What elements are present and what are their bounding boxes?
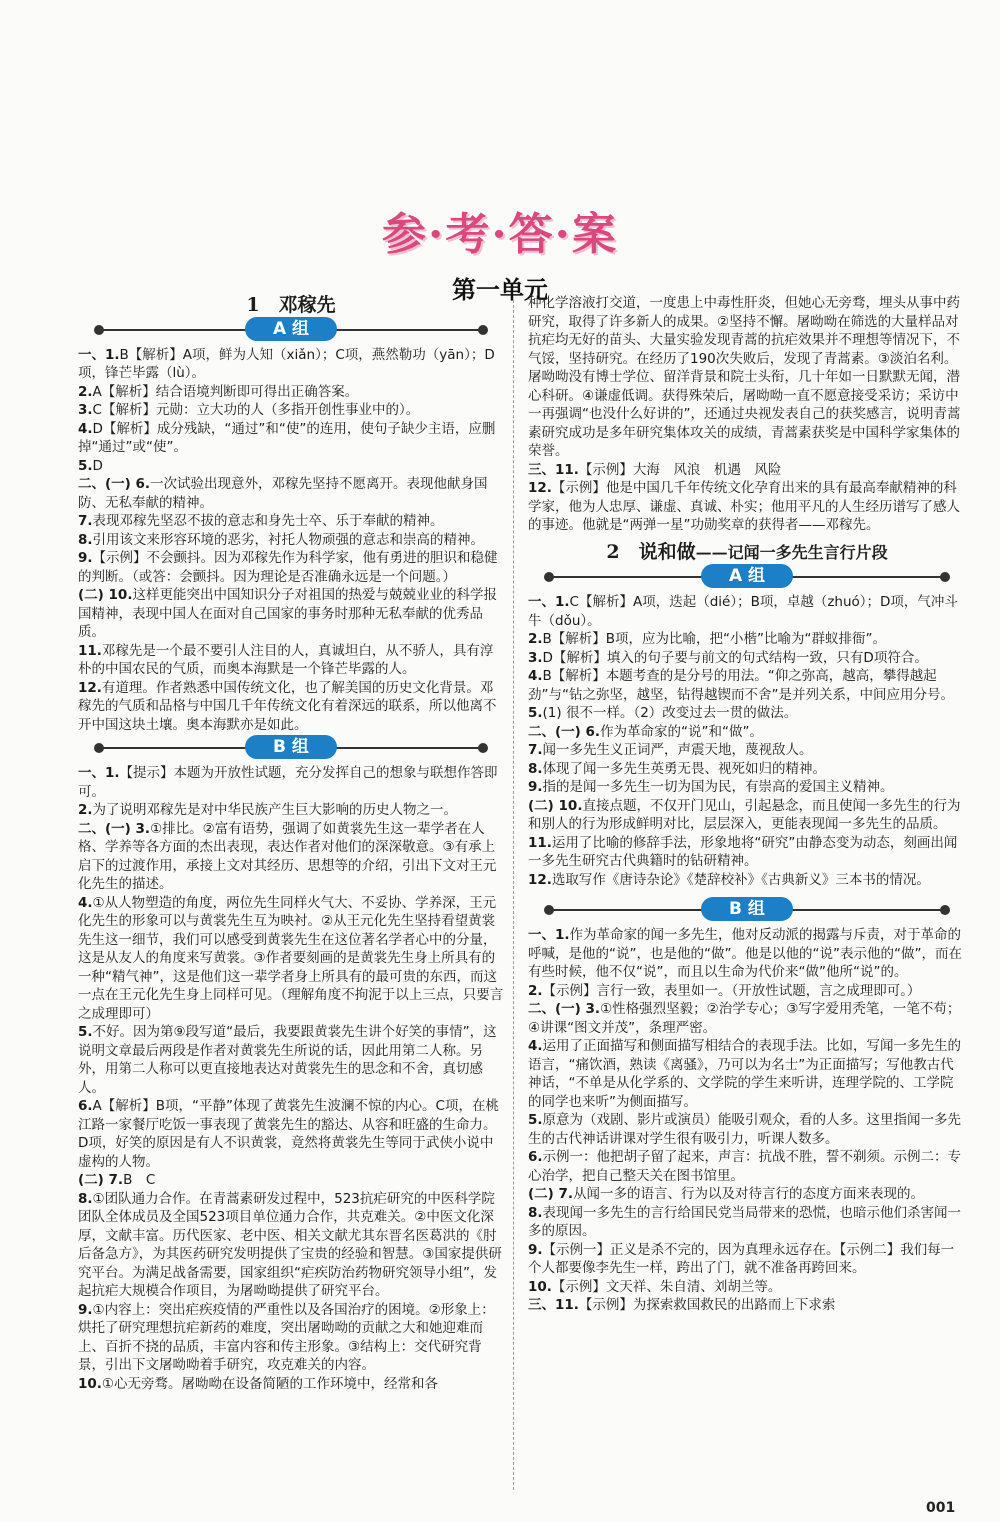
answer-item bbox=[528, 723, 966, 742]
answer-text: 【示例一】正义是杀不完的，因为真理永远存在。【示例二】我们每一个人都要像李先生一样，跨出了门，就不准备再跨回来。 bbox=[528, 1241, 955, 1276]
answer-item bbox=[78, 586, 504, 642]
answer-text: ①性格强烈坚毅；②治学专心；③写字爱用秃笔，一笔不苟；④讲课“图文并茂”，条理严密。 bbox=[528, 1001, 961, 1036]
answer-item bbox=[528, 834, 966, 871]
continued-answers bbox=[528, 294, 966, 535]
answer-text: 有道理。作者熟悉中国传统文化，也了解美国的历史文化背景。邓稼先的气质和品格与中国几千年传统文化有着深远的联系，所以他离不开中国这块土壤。奥本海默亦是如此。 bbox=[78, 679, 497, 733]
answer-number: 一、1. bbox=[78, 765, 120, 781]
lesson-2-group-b-answers bbox=[528, 926, 966, 1315]
answer-number: 3. bbox=[78, 402, 93, 418]
answer-text: 表现邓稼先坚忍不拔的意志和身先士卒、乐于奉献的精神。 bbox=[92, 513, 444, 529]
answer-item bbox=[528, 479, 966, 535]
answer-number: 10. bbox=[528, 1278, 552, 1295]
answer-item bbox=[528, 741, 966, 760]
answer-number: 一、1. bbox=[528, 594, 570, 610]
answer-item bbox=[78, 512, 504, 531]
answer-number: 二、(一) 3. bbox=[528, 1001, 601, 1017]
answer-text: A【解析】结合语境判断即可得出正确答案。 bbox=[92, 383, 359, 400]
answer-number: 2. bbox=[78, 802, 93, 818]
answer-item bbox=[78, 531, 504, 550]
answer-number: (二) 7. bbox=[528, 1186, 574, 1202]
answer-item bbox=[528, 1278, 966, 1297]
answer-text: 【示例】为探索救国救民的出路而上下求索 bbox=[578, 1297, 836, 1313]
group-a-header-left bbox=[78, 317, 504, 343]
answer-number: 7. bbox=[528, 742, 543, 758]
lesson-2-title bbox=[528, 540, 966, 563]
answer-number: 9. bbox=[528, 1241, 543, 1258]
answer-item bbox=[78, 642, 504, 679]
answer-number: 4. bbox=[528, 668, 543, 684]
answer-number: 12. bbox=[78, 679, 102, 696]
answer-number: 11. bbox=[528, 834, 552, 851]
answer-text: B C bbox=[123, 1172, 156, 1188]
answer-text: 【示例】言行一致，表里如一。（开放性试题，言之成理即可。） bbox=[542, 982, 921, 999]
answer-item bbox=[528, 760, 966, 779]
group-a-badge: A 组 bbox=[245, 317, 337, 341]
answer-text: 为了说明邓稼先是对中华民族产生巨大影响的历史人物之一。 bbox=[92, 802, 458, 818]
answer-number: 7. bbox=[78, 513, 93, 529]
lesson-2-name: 2 说和做 bbox=[606, 540, 696, 563]
answer-item bbox=[78, 1023, 504, 1097]
answer-item bbox=[528, 1241, 966, 1278]
answer-number: 2. bbox=[528, 982, 543, 999]
right-column bbox=[528, 294, 966, 1315]
lesson-1-group-b-answers bbox=[78, 764, 504, 1393]
unit-title: 第一单元 bbox=[452, 275, 548, 304]
answer-item bbox=[528, 778, 966, 797]
answer-text: 运用了正面描写和侧面描写相结合的表现手法。比如，写闻一多先生的语言，“痛饮酒，熟读《离骚》，乃可以为名士”为正面描写；写他教古代神话，“不单是从化学系的、文学院的学生来听讲，连理学院的、工学院的同学也来听”为侧面描写。 bbox=[528, 1038, 962, 1110]
answer-number: 5. bbox=[528, 1112, 543, 1128]
answer-text: 作为革命家的闻一多先生，他对反动派的揭露与斥责，对于革命的呼喊，是他的“说”，也是他的“做”。他是以他的“说”表示他的“做”，而在有些时候，他不仅“说”，而且以生命为代价来“做”他所“说”的。 bbox=[528, 927, 962, 980]
answer-number: 2. bbox=[528, 631, 543, 647]
answer-item bbox=[528, 593, 966, 630]
answer-text: C【解析】A项，迭起（dié）；B项，卓越（zhuó）；D项，气冲斗牛（dǒu）。 bbox=[528, 594, 958, 629]
answer-number: 9. bbox=[78, 550, 93, 566]
answer-text: 闻一多先生义正词严，声震天地，蔑视敌人。 bbox=[542, 742, 813, 758]
answer-number: 5. bbox=[78, 457, 93, 474]
lesson-1-group-a-answers bbox=[78, 346, 504, 735]
group-a-badge: A 组 bbox=[701, 564, 793, 588]
answer-text: 运用了比喻的修辞手法，形象地将“研究”由静态变为动态，刻画出闻一多先生研究古代典籍时的钻研精神。 bbox=[528, 834, 958, 869]
answer-item bbox=[528, 1296, 966, 1315]
group-b-badge: B 组 bbox=[701, 897, 793, 921]
answer-item bbox=[528, 667, 966, 704]
answer-item bbox=[78, 801, 504, 820]
answer-text: 从闻一多的语言、行为以及对待言行的态度方面来表现的。 bbox=[573, 1186, 925, 1202]
answer-text: 体现了闻一多先生英勇无畏、视死如归的精神。 bbox=[542, 760, 827, 777]
answer-item bbox=[78, 1190, 504, 1301]
answer-item bbox=[78, 679, 504, 735]
answer-item bbox=[78, 764, 504, 801]
answer-text: 指的是闻一多先生一切为国为民，有崇高的爱国主义精神。 bbox=[542, 779, 894, 795]
answer-text: D bbox=[92, 457, 103, 474]
answer-item bbox=[528, 871, 966, 890]
answer-text: 引用该文来形容环境的恶劣，衬托人物顽强的意志和崇高的精神。 bbox=[92, 531, 485, 548]
answer-item bbox=[528, 1185, 966, 1204]
answer-item bbox=[78, 401, 504, 420]
answer-item bbox=[528, 982, 966, 1001]
answer-text: B【解析】A项，鲜为人知（xiǎn）；C项，燕然勒功（yān）；D项，锋芒毕露（lù）。 bbox=[78, 346, 495, 381]
answer-number: (二) 10. bbox=[528, 797, 583, 814]
answer-number: 12. bbox=[528, 480, 552, 496]
answer-item bbox=[78, 1301, 504, 1375]
answer-item bbox=[528, 1111, 966, 1148]
answer-item bbox=[78, 1171, 504, 1190]
answer-number: 三、11. bbox=[528, 1297, 579, 1313]
answer-item bbox=[528, 461, 966, 480]
answer-number: 3. bbox=[528, 649, 543, 666]
answer-item bbox=[78, 894, 504, 1024]
answer-text: 直接点题，不仅开门见山，引起悬念，而且使闻一多先生的行为和别人的行为形成鲜明对比，层层深入，更能表现闻一多先生的品质。 bbox=[528, 797, 961, 832]
answer-item bbox=[528, 1037, 966, 1111]
answer-item bbox=[78, 1375, 504, 1394]
answer-number: 8. bbox=[78, 531, 93, 548]
answer-text: 原意为（戏剧、影片或演员）能吸引观众，看的人多。这里指闻一多先生的古代神话讲课对学生很有吸引力，听课人数多。 bbox=[528, 1112, 962, 1147]
answer-item bbox=[78, 457, 504, 476]
answer-number: 一、1. bbox=[528, 927, 570, 943]
answer-text: (1) 很不一样。（2）改变过去一贯的做法。 bbox=[542, 705, 798, 721]
answer-text: ①从人物塑造的角度，两位先生同样火气大、不妥协、学养深，王元化先生的形象可以与黄裳先生互为映衬。②从王元化先生坚持看望黄裳先生这一细节，我们可以感受到黄裳先生在这位著名学者心中的分量，这是从友人的角度来写黄裳。③作者要刻画的是黄裳先生身上所具有的一种“精气神”，这是他们这一辈学者身上所具有的最可贵的东西，而这一点在王元化先生身上同样可见。（理解角度不拘泥于以上三点，只要言之成理即可） bbox=[78, 894, 504, 1022]
answer-text: 这样更能突出中国知识分子对祖国的热爱与兢兢业业的科学报国精神，表现中国人在面对自己国家的事务时那种无私奉献的优秀品质。 bbox=[78, 587, 497, 640]
answer-text: 【示例】大海 风浪 机遇 风险 bbox=[578, 461, 782, 478]
answer-text: ①排比。②富有语势，强调了如黄裳先生这一辈学者在人格、学养等各方面的杰出表现，表达作者对他们的深深敬意。③有承上启下的过渡作用，承接上文对其经历、思想等的介绍，引出下文对王元化先生的描述。 bbox=[78, 820, 497, 892]
answer-number: 10. bbox=[78, 1375, 102, 1392]
answer-text: C【解析】元勋：立大功的人（多指开创性事业中的）。 bbox=[92, 402, 420, 418]
answer-text: B【解析】本题考查的是分号的用法。“仰之弥高，越高，攀得越起劲”与“钻之弥坚，越坚，钻得越锲而不舍”是并列关系，中间应用分号。 bbox=[528, 668, 954, 703]
answer-text: 不好。因为第⑨段写道“最后，我要跟黄裳先生讲个好笑的事情”，这说明文章最后两段是作者对黄裳先生所说的话，因此用第二人称。另外，用第二人称可以更直接地表达对黄裳先生的思念和不舍，真切感人。 bbox=[78, 1024, 497, 1096]
answer-text: 【示例】文天祥、朱自清、刘胡兰等。 bbox=[551, 1278, 782, 1295]
answer-item bbox=[528, 704, 966, 723]
answer-number: 5. bbox=[78, 1024, 93, 1040]
answer-number: (二) 7. bbox=[78, 1172, 124, 1188]
answer-number: 2. bbox=[78, 383, 93, 400]
answer-number: 二、(一) 6. bbox=[78, 476, 151, 492]
answer-text: 一次试验出现意外，邓稼先坚持不愿离开。表现他献身国防、无私奉献的精神。 bbox=[78, 476, 488, 511]
left-column bbox=[78, 294, 504, 1393]
answer-text: A【解析】B项，“平静”体现了黄裳先生波澜不惊的内心。C项，在桃江路一家餐厅吃饭一事表现了黄裳先生的豁达、从容和旺盛的生命力。D项，好笑的原因是有人不识黄裳，竟然将黄裳先生等同于武侠小说中虚构的人物。 bbox=[78, 1098, 499, 1170]
answer-number: 三、11. bbox=[528, 461, 579, 478]
answer-number: 11. bbox=[78, 642, 102, 659]
answer-number: 9. bbox=[528, 779, 543, 795]
answer-number: (二) 10. bbox=[78, 587, 133, 603]
group-b-header-right bbox=[528, 897, 966, 923]
answer-number: 6. bbox=[78, 1098, 93, 1114]
answer-number: 二、(一) 3. bbox=[78, 820, 151, 837]
answer-item bbox=[528, 294, 966, 461]
answer-item bbox=[78, 549, 504, 586]
answer-text: ①团队通力合作。在青蒿素研发过程中，523抗疟研究的中医科学院团队全体成员及全国523项目单位通力合作，共克难关。②中医文化深厚，文献丰富。历代医家、老中医、相关文献尤其东晋名医葛洪的《肘后备急方》，为其医药研究发明提供了宝贵的经验和智慧。③国家提供研究平台。为满足战备需要，国家组织“疟疾防治药物研究领导小组”，发起抗疟大规模合作项目，为屠呦呦提供了研究平台。 bbox=[78, 1190, 502, 1299]
lesson-1-title: 1 邓稼先 bbox=[246, 294, 336, 316]
answer-number: 4. bbox=[528, 1038, 543, 1054]
answer-text: D【解析】填入的句子要与前文的句式结构一致，只有D项符合。 bbox=[542, 649, 928, 666]
answer-text: ①心无旁骛。屠呦呦在设备简陋的工作环境中，经常和各 bbox=[101, 1375, 439, 1392]
answer-number: 8. bbox=[528, 760, 543, 777]
answer-number: 8. bbox=[528, 1204, 543, 1221]
answer-number: 6. bbox=[528, 1149, 543, 1165]
answer-text: 邓稼先是一个最不要引人注目的人，真诚坦白，从不骄人，具有淳朴的中国农民的气质，而奥本海默是一个锋芒毕露的人。 bbox=[78, 642, 494, 677]
answer-number: 4. bbox=[78, 420, 93, 437]
answer-number: 8. bbox=[78, 1190, 93, 1207]
answer-number: 9. bbox=[78, 1301, 93, 1318]
answer-number: 二、(一) 6. bbox=[528, 723, 601, 740]
answer-item bbox=[78, 1097, 504, 1171]
answer-number: 一、1. bbox=[78, 346, 120, 363]
answer-text: 【示例】不会颤抖。因为邓稼先作为科学家，他有勇进的胆识和稳健的判断。（或答：会颤抖。因为理论是否准确永远是一个问题。） bbox=[78, 550, 498, 585]
answer-text: 示例一：他把胡子留了起来，声言：抗战不胜，誓不剃须。示例二：专心治学，把自己整天关在图书馆里。 bbox=[528, 1149, 962, 1184]
answer-number: 4. bbox=[78, 894, 93, 911]
answer-number: 12. bbox=[528, 871, 552, 888]
answer-text: 作为革命家的“说”和“做”。 bbox=[600, 723, 764, 740]
column-divider bbox=[513, 300, 514, 1490]
answer-item bbox=[78, 383, 504, 402]
answer-item bbox=[528, 926, 966, 982]
answer-item bbox=[528, 1148, 966, 1185]
answer-text: 种化学溶液打交道，一度患上中毒性肝炎，但她心无旁骛，埋头从事中药研究，取得了许多新人的成果。②坚持不懈。屠呦呦在筛选的大量样品对抗疟均无好的苗头、大量实验发现青蒿的抗疟效果并不理想等情况下，不气馁，坚持研究。在经历了190次失败后，发现了青蒿素。③淡泊名利。屠呦呦没有博士学位、留洋背景和院士头衔，几十年如一日默默无闻，潜心科研。④谦虚低调。获得殊荣后，屠呦呦一直不愿意接受采访；采访中一再强调“也没什么好讲的”，还通过央视发表自己的获奖感言，说明青蒿素研究成功是多年研究集体攻关的成绩，青蒿素获奖是中国科学家集体的荣誉。 bbox=[528, 295, 961, 459]
group-b-header-left bbox=[78, 735, 504, 761]
answer-text: 【示例】他是中国几千年传统文化孕育出来的具有最高奉献精神的科学家，他为人忠厚、谦虚、真诚、朴实；他用平凡的人生经历谱写了感人的事迹。他就是“两弹一星”功勋奖章的获得者——邓稼先。 bbox=[528, 480, 960, 533]
answer-text: B【解析】B项，应为比喻，把“小楷”比喻为“群蚁排衙”。 bbox=[542, 631, 887, 647]
answer-text: ①内容上：突出疟疾疫情的严重性以及各国治疗的困境。②形象上：烘托了研究理想抗疟新药的难度，突出屠呦呦的贡献之大和她迎难而上、百折不挠的品质，丰富内容和传主形象。③结构上：交代研究背景，引出下文屠呦呦着手研究，攻克难关的内容。 bbox=[78, 1301, 495, 1373]
answer-item bbox=[78, 820, 504, 894]
answer-number: 5. bbox=[528, 705, 543, 721]
answer-item bbox=[78, 346, 504, 383]
lesson-2-subtitle: ——记闻一多先生言行片段 bbox=[695, 542, 888, 562]
answer-text: 选取写作《唐诗杂论》《楚辞校补》《古典新义》三本书的情况。 bbox=[551, 871, 930, 888]
answer-text: 【提示】本题为开放性试题，充分发挥自己的想象与联想作答即可。 bbox=[78, 765, 498, 800]
answer-text: D【解析】成分残缺，“通过”和“使”的连用，使句子缺少主语，应删掉“通过”或“使”。 bbox=[78, 420, 496, 455]
answer-item bbox=[528, 1204, 966, 1241]
group-b-badge: B 组 bbox=[245, 735, 337, 759]
answer-item bbox=[528, 630, 966, 649]
page-number: 001 bbox=[926, 1500, 956, 1516]
group-a-header-right bbox=[528, 564, 966, 590]
answer-text: 表现闻一多先生的言行给国民党当局带来的恐慌，也暗示他们杀害闻一多的原因。 bbox=[528, 1204, 962, 1239]
page-title: 参·考·答·案 bbox=[382, 209, 618, 260]
answer-item bbox=[528, 797, 966, 834]
answer-item bbox=[78, 420, 504, 457]
lesson-2-group-a-answers bbox=[528, 593, 966, 889]
answer-item bbox=[528, 1000, 966, 1037]
answer-item bbox=[528, 649, 966, 668]
answer-item bbox=[78, 475, 504, 512]
